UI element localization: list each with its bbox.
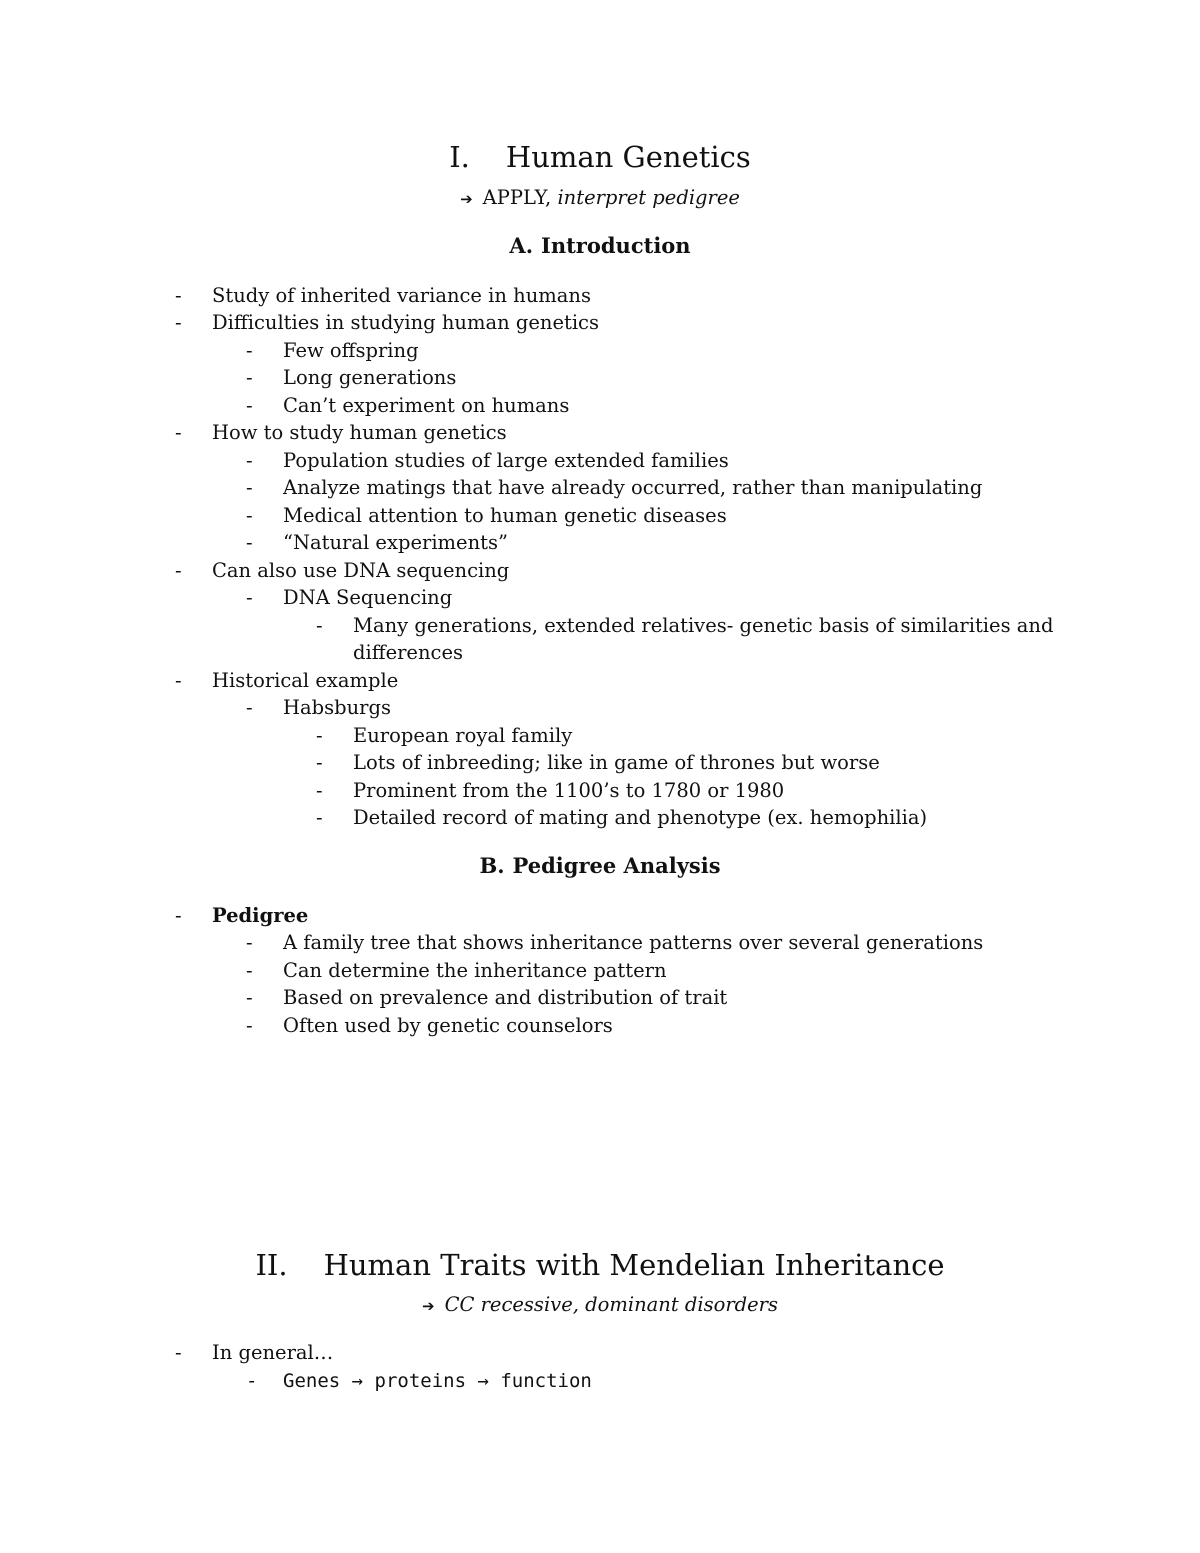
list-item: - Based on prevalence and distribution of trait	[246, 986, 728, 1009]
list-item: - Long generations	[246, 366, 457, 389]
list-item: - In general…	[175, 1341, 334, 1364]
list-item: - Population studies of large extended families	[246, 449, 729, 472]
subsection-b-title: Pedigree Analysis	[512, 853, 721, 878]
list-item: - Lots of inbreeding; like in game of thrones but worse	[316, 751, 880, 774]
list-item: - Study of inherited variance in humans	[175, 284, 591, 307]
section-2-number: II.	[255, 1248, 288, 1282]
list-item: - Difficulties in studying human genetics	[175, 311, 599, 334]
list-item: - Detailed record of mating and phenotype (ex. hemophilia)	[316, 806, 928, 829]
list-item-continuation: differences	[353, 641, 464, 664]
section-1-title: Human Genetics	[505, 140, 751, 174]
subsection-a-heading	[0, 233, 1200, 258]
subsection-a-title: Introduction	[541, 233, 691, 258]
list-item: - Analyze matings that have already occurred, rather than manipulating	[246, 476, 983, 499]
subsection-b-heading	[0, 853, 1200, 878]
objective-lead: APPLY,	[482, 186, 552, 209]
list-item: - European royal family	[316, 724, 573, 747]
objective-text: interpret pedigree	[557, 186, 740, 209]
list-item: - A family tree that shows inheritance patterns over several generations	[246, 931, 984, 954]
list-item: - Can determine the inheritance pattern	[246, 959, 667, 982]
list-item: - “Natural experiments”	[246, 531, 508, 554]
subsection-a-letter: A.	[509, 233, 534, 258]
objective-text: CC recessive, dominant disorders	[444, 1293, 778, 1316]
arrow-icon: ➔	[421, 1297, 435, 1315]
section-2-title: Human Traits with Mendelian Inheritance	[323, 1248, 945, 1282]
list-item: - Many generations, extended relatives- genetic basis of similarities and	[316, 614, 1054, 637]
list-item: - DNA Sequencing	[246, 586, 453, 609]
list-item: - Historical example	[175, 669, 399, 692]
list-item: - Medical attention to human genetic diseases	[246, 504, 727, 527]
list-item: - Often used by genetic counselors	[246, 1014, 613, 1037]
subsection-b-letter: B.	[479, 853, 505, 878]
section-2-objective	[0, 1293, 1200, 1316]
section-1-objective	[0, 186, 1200, 209]
section-2-heading	[0, 1248, 1200, 1282]
list-item: - Can also use DNA sequencing	[175, 559, 510, 582]
list-item: - Can’t experiment on humans	[246, 394, 570, 417]
section-1-heading	[0, 140, 1200, 174]
list-item-term: - Pedigree	[175, 904, 309, 927]
list-item: - Habsburgs	[246, 696, 391, 719]
list-item: - Prominent from the 1100’s to 1780 or 1980	[316, 779, 785, 802]
arrow-icon: ➔	[460, 190, 473, 208]
list-item-mono: - Genes → proteins → function	[246, 1370, 592, 1392]
list-item: - How to study human genetics	[175, 421, 507, 444]
section-1-number: I.	[449, 140, 470, 174]
list-item: - Few offspring	[246, 339, 419, 362]
